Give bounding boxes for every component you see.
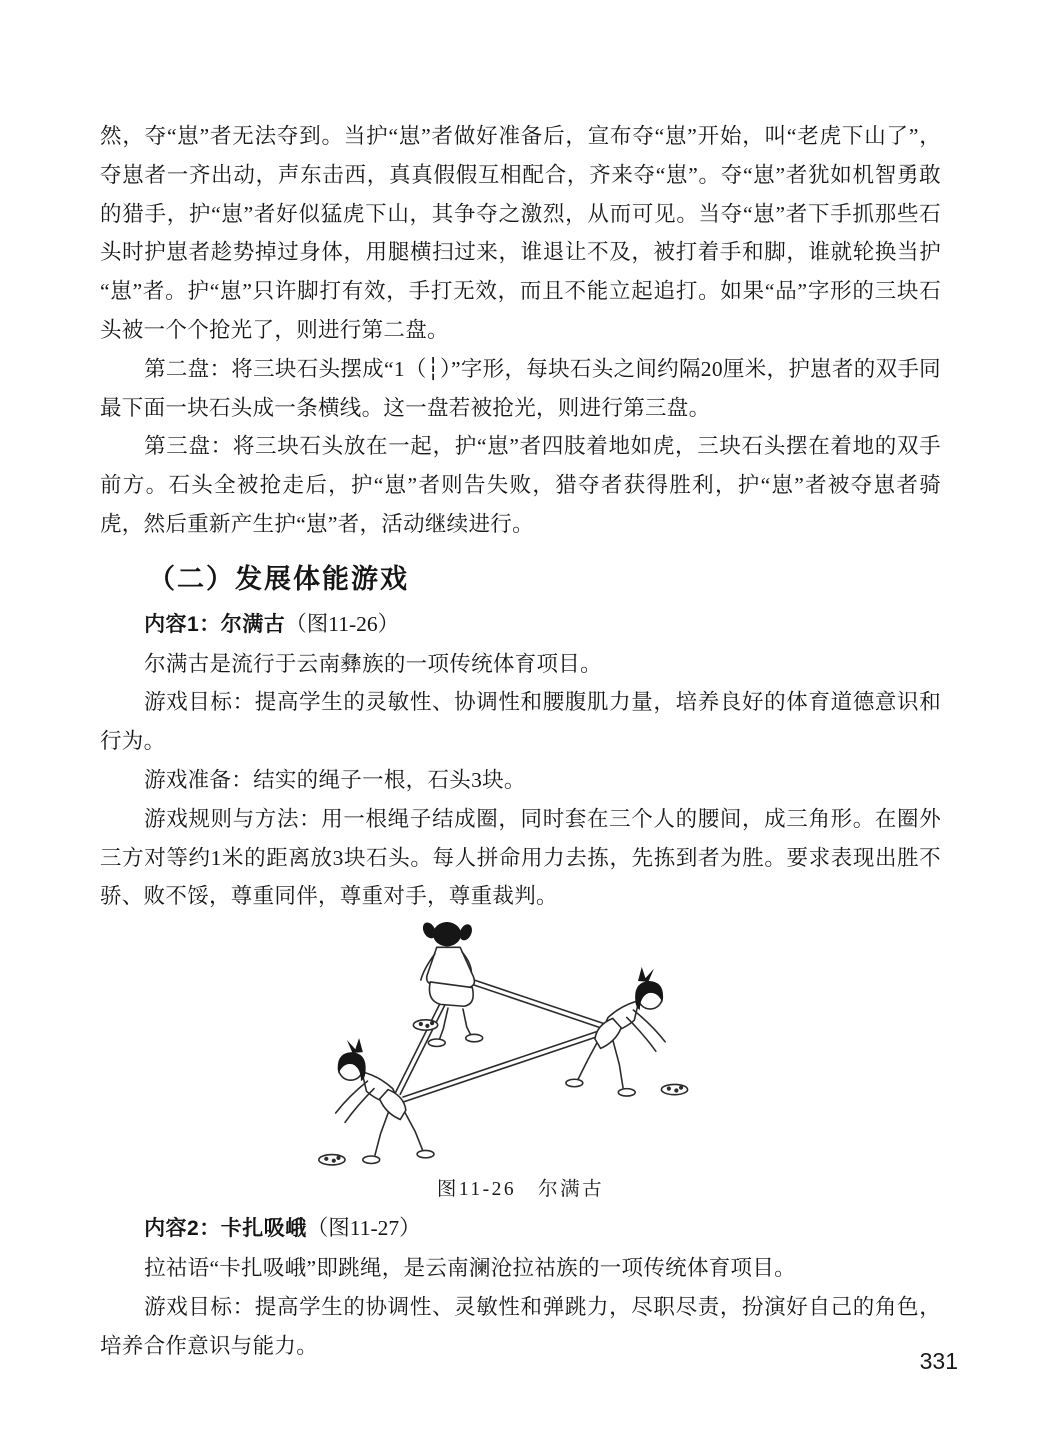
stone-right <box>661 1085 687 1095</box>
content1-figure-ref: （图11-26） <box>285 611 400 636</box>
content2-title <box>100 1209 941 1249</box>
body-paragraph: 拉祜语“卡扎吸峨”即跳绳，是云南澜沧拉祜族的一项传统体育项目。 <box>144 1255 796 1280</box>
page-number: 331 <box>919 1348 958 1374</box>
page-content <box>100 117 941 1365</box>
body-paragraph: 第三盘：将三块石头放在一起，护“崽”者四肢着地如虎，三块石头摆在着地的双手前方。石头全被抢走后，护“崽”者则告失败，猎夺者获得胜利，护“崽”者被夺崽者骑虎，然后重新产生护“崽”者，活动继续进行。 <box>100 434 941 536</box>
body-paragraph: 游戏目标：提高学生的协调性、灵敏性和弹跳力，尽职尽责，扮演好自己的角色，培养合作意识与能力。 <box>100 1294 941 1358</box>
content1-title <box>100 605 941 645</box>
body-paragraph: 游戏规则与方法：用一根绳子结成圈，同时套在三个人的腰间，成三角形。在圈外三方对等约1米的距离放3块石头。每人拼命用力去拣，先拣到者为胜。要求表现出胜不骄、败不馁，尊重同伴，尊重对手，尊重裁判。 <box>100 806 941 909</box>
stone-top <box>413 1020 437 1030</box>
figure-11-26 <box>100 920 941 1201</box>
content2-title-bold: 内容2：卡扎吸峨 <box>144 1217 307 1241</box>
body-paragraph: 尔满古是流行于云南彝族的一项传统体育项目。 <box>144 651 602 676</box>
body-paragraph: 然，夺“崽”者无法夺到。当护“崽”者做好准备后，宣布夺“崽”开始，叫“老虎下山了”，夺崽者一齐出动，声东击西，真真假假互相配合，齐来夺“崽”。夺“崽”者犹如机智勇敢的猎手，护“崽”者好似猛虎下山，其争夺之激烈，从而可见。当夺“崽”者下手抓那些石头时护崽者趁势掉过身体，用腿横扫过来，谁退让不及，被打着手和脚，谁就轮换当护“崽”者。护“崽”只许脚打有效，手打无效，而且不能立起追打。如果“品”字形的三块石头被一个个抢光了，则进行第二盘。 <box>100 124 941 342</box>
content1-title-bold: 内容1：尔满古 <box>144 612 286 636</box>
section-heading: （二）发展体能游戏 <box>148 563 409 594</box>
girl-right <box>565 967 664 1096</box>
content2-block <box>100 1209 941 1365</box>
stone-left <box>318 1155 344 1165</box>
body-paragraph: 游戏准备：结实的绳子一根，石头3块。 <box>144 767 526 792</box>
figure-caption: 图11-26 尔满古 <box>436 1179 605 1201</box>
content2-figure-ref: （图11-27） <box>306 1216 421 1241</box>
body-paragraph: 第二盘：将三块石头摆成“1（┆）”字形，每块石头之间约隔20厘米，护崽者的双手同最下面一块石头成一条横线。这一盘若被抢光，则进行第三盘。 <box>100 356 941 420</box>
rope-game-illustration <box>287 920 755 1173</box>
body-paragraph: 游戏目标：提高学生的灵敏性、协调性和腰腹肌力量，培养良好的体育道德意识和行为。 <box>100 690 941 754</box>
